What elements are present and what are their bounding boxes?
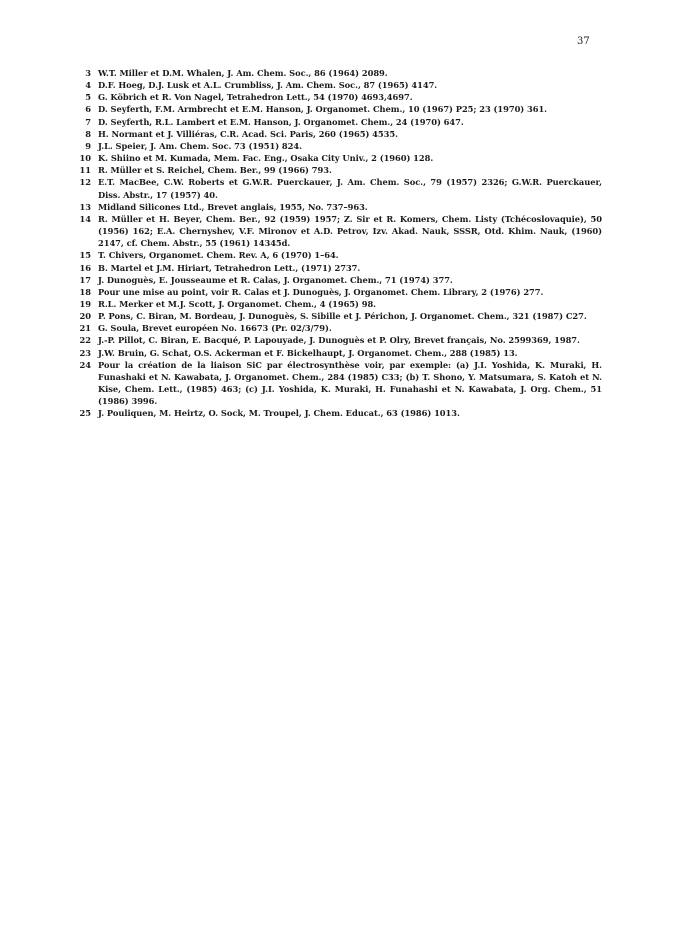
reference-number: 3 [85,68,91,78]
reference-number: 4 [85,80,91,91]
reference-number: 20 [79,311,91,322]
reference-text: T. Chivers, Organomet. Chem. Rev. A, 6 (1970) 1–64. [98,250,339,261]
reference-item [75,310,602,322]
reference-number: 17 [79,274,91,285]
reference-text: D.F. Hoeg, D.J. Lusk et A.L. Crumbliss, J. Am. Chem. Soc., 87 (1965) 4147. [98,80,438,91]
reference-text: Midland Silicones Ltd., Brevet anglais, 1955, No. 737–963. [98,201,368,212]
reference-item [75,152,602,164]
reference-item [75,201,602,213]
reference-item [75,347,602,359]
reference-text: W.T. Miller et D.M. Whalen, J. Am. Chem. Soc., 86 (1964) 2089. [98,68,388,78]
reference-number: 9 [85,140,91,151]
reference-item [75,274,602,286]
reference-text: G. Soula, Brevet européen No. 16673 (Pr. 02/3/79). [98,323,332,334]
reference-number: 11 [79,165,91,176]
reference-number: 18 [79,286,91,297]
reference-text: J.W. Bruin, G. Schat, O.S. Ackerman et F. Bickelhaupt, J. Organomet. Chem., 288 (1985) 13. [98,347,518,358]
reference-number: 25 [79,408,91,419]
reference-number: 7 [85,116,91,127]
reference-item [75,67,602,79]
reference-text: R.L. Merker et M.J. Scott, J. Organomet. Chem., 4 (1965) 98. [98,298,377,309]
reference-text: P. Pons, C. Biran, M. Bordeau, J. Dunoguès, S. Sibille et J. Périchon, J. Organomet. Chem., 321 (1987) C27. [98,311,587,322]
reference-item [75,91,602,103]
reference-text: E.T. MacBee, C.W. Roberts et G.W.R. Puerckauer, J. Am. Chem. Soc., 79 (1957) 2326; G.W.R. Puerckauer, Diss. Abstr., 17 (1957) 40. [98,177,602,200]
reference-number: 15 [79,250,91,261]
reference-item [75,116,602,128]
reference-number: 23 [79,347,91,358]
reference-text: J.L. Speier, J. Am. Chem. Soc. 73 (1951) 824. [98,140,302,151]
reference-list [75,67,602,420]
reference-number: 8 [85,128,91,139]
reference-item [75,334,602,346]
reference-number: 5 [85,92,91,103]
reference-item [75,249,602,261]
reference-text: K. Shiino et M. Kumada, Mem. Fac. Eng., Osaka City Univ., 2 (1960) 128. [98,153,434,164]
reference-item [75,286,602,298]
reference-text: D. Seyferth, F.M. Armbrecht et E.M. Hanson, J. Organomet. Chem., 10 (1967) P25; 23 (1970) 361. [98,104,548,115]
reference-number: 16 [79,262,91,273]
reference-number: 19 [79,298,91,309]
reference-item [75,262,602,274]
reference-item [75,103,602,115]
reference-number: 13 [79,201,91,212]
reference-text: R. Müller et S. Reichel, Chem. Ber., 99 (1966) 793. [98,165,332,176]
reference-item [75,164,602,176]
reference-item [75,359,602,408]
reference-number: 24 [79,359,91,370]
reference-text: D. Seyferth, R.L. Lambert et E.M. Hanson, J. Organomet. Chem., 24 (1970) 647. [98,116,464,127]
reference-number: 22 [79,335,91,346]
reference-item [75,79,602,91]
reference-item [75,176,602,200]
reference-number: 12 [79,177,91,188]
reference-text: B. Martel et J.M. Hiriart, Tetrahedron Lett., (1971) 2737. [98,262,361,273]
reference-text: Pour une mise au point, voir R. Calas et J. Dunoguès, J. Organomet. Chem. Library, 2 (1976) 277. [98,286,544,297]
reference-item [75,407,602,419]
reference-text: G. Köbrich et R. Von Nagel, Tetrahedron Lett., 54 (1970) 4693,4697. [98,92,413,103]
reference-text: R. Müller et H. Beyer, Chem. Ber., 92 (1959) 1957; Z. Sir et R. Komers, Chem. Listy (Tchécoslovaquie), 50 (1956) 162; E.A. Chernyshev, V.F. Mironov et A.D. Petrov, Izv. Akad. Nauk, SSSR, Otd. Khim. Nauk, (1960) 2147, cf. Chem. Abstr., 55 (1961) 14345d. [98,213,602,249]
reference-text: J. Dunoguès, E. Jousseaume et R. Calas, J. Organomet. Chem., 71 (1974) 377. [98,274,453,285]
reference-number: 6 [85,104,91,115]
reference-text: J. Pouliquen, M. Heirtz, O. Sock, M. Troupel, J. Chem. Educat., 63 (1986) 1013. [98,408,460,419]
reference-text: J.-P. Pillot, C. Biran, E. Bacqué, P. Lapouyade, J. Dunoguès et P. Olry, Brevet français, No. 2599369, 1987. [98,335,580,346]
reference-text: H. Normant et J. Villiéras, C.R. Acad. Sci. Paris, 260 (1965) 4535. [98,128,398,139]
reference-number: 21 [79,323,91,334]
reference-number: 10 [79,153,91,164]
reference-item [75,140,602,152]
reference-item [75,322,602,334]
reference-item [75,213,602,249]
reference-number: 14 [79,213,91,224]
reference-item [75,128,602,140]
reference-text: Pour la création de la liaison SiC par électrosynthèse voir, par exemple: (a) J.I. Yoshida, K. Muraki, H. Funashaki et N. Kawabata, J. Organomet. Chem., 284 (1985) C33; (b) T. Shono, Y. Matsumara, S. Katoh et N. Kise, Chem. Lett., (1985) 463; (c) J.I. Yoshida, K. Muraki, H. Funahashi et N. Kawabata, J. Org. Chem., 51 (1986) 3996. [98,359,602,407]
page-number: 37 [577,36,590,47]
reference-item [75,298,602,310]
